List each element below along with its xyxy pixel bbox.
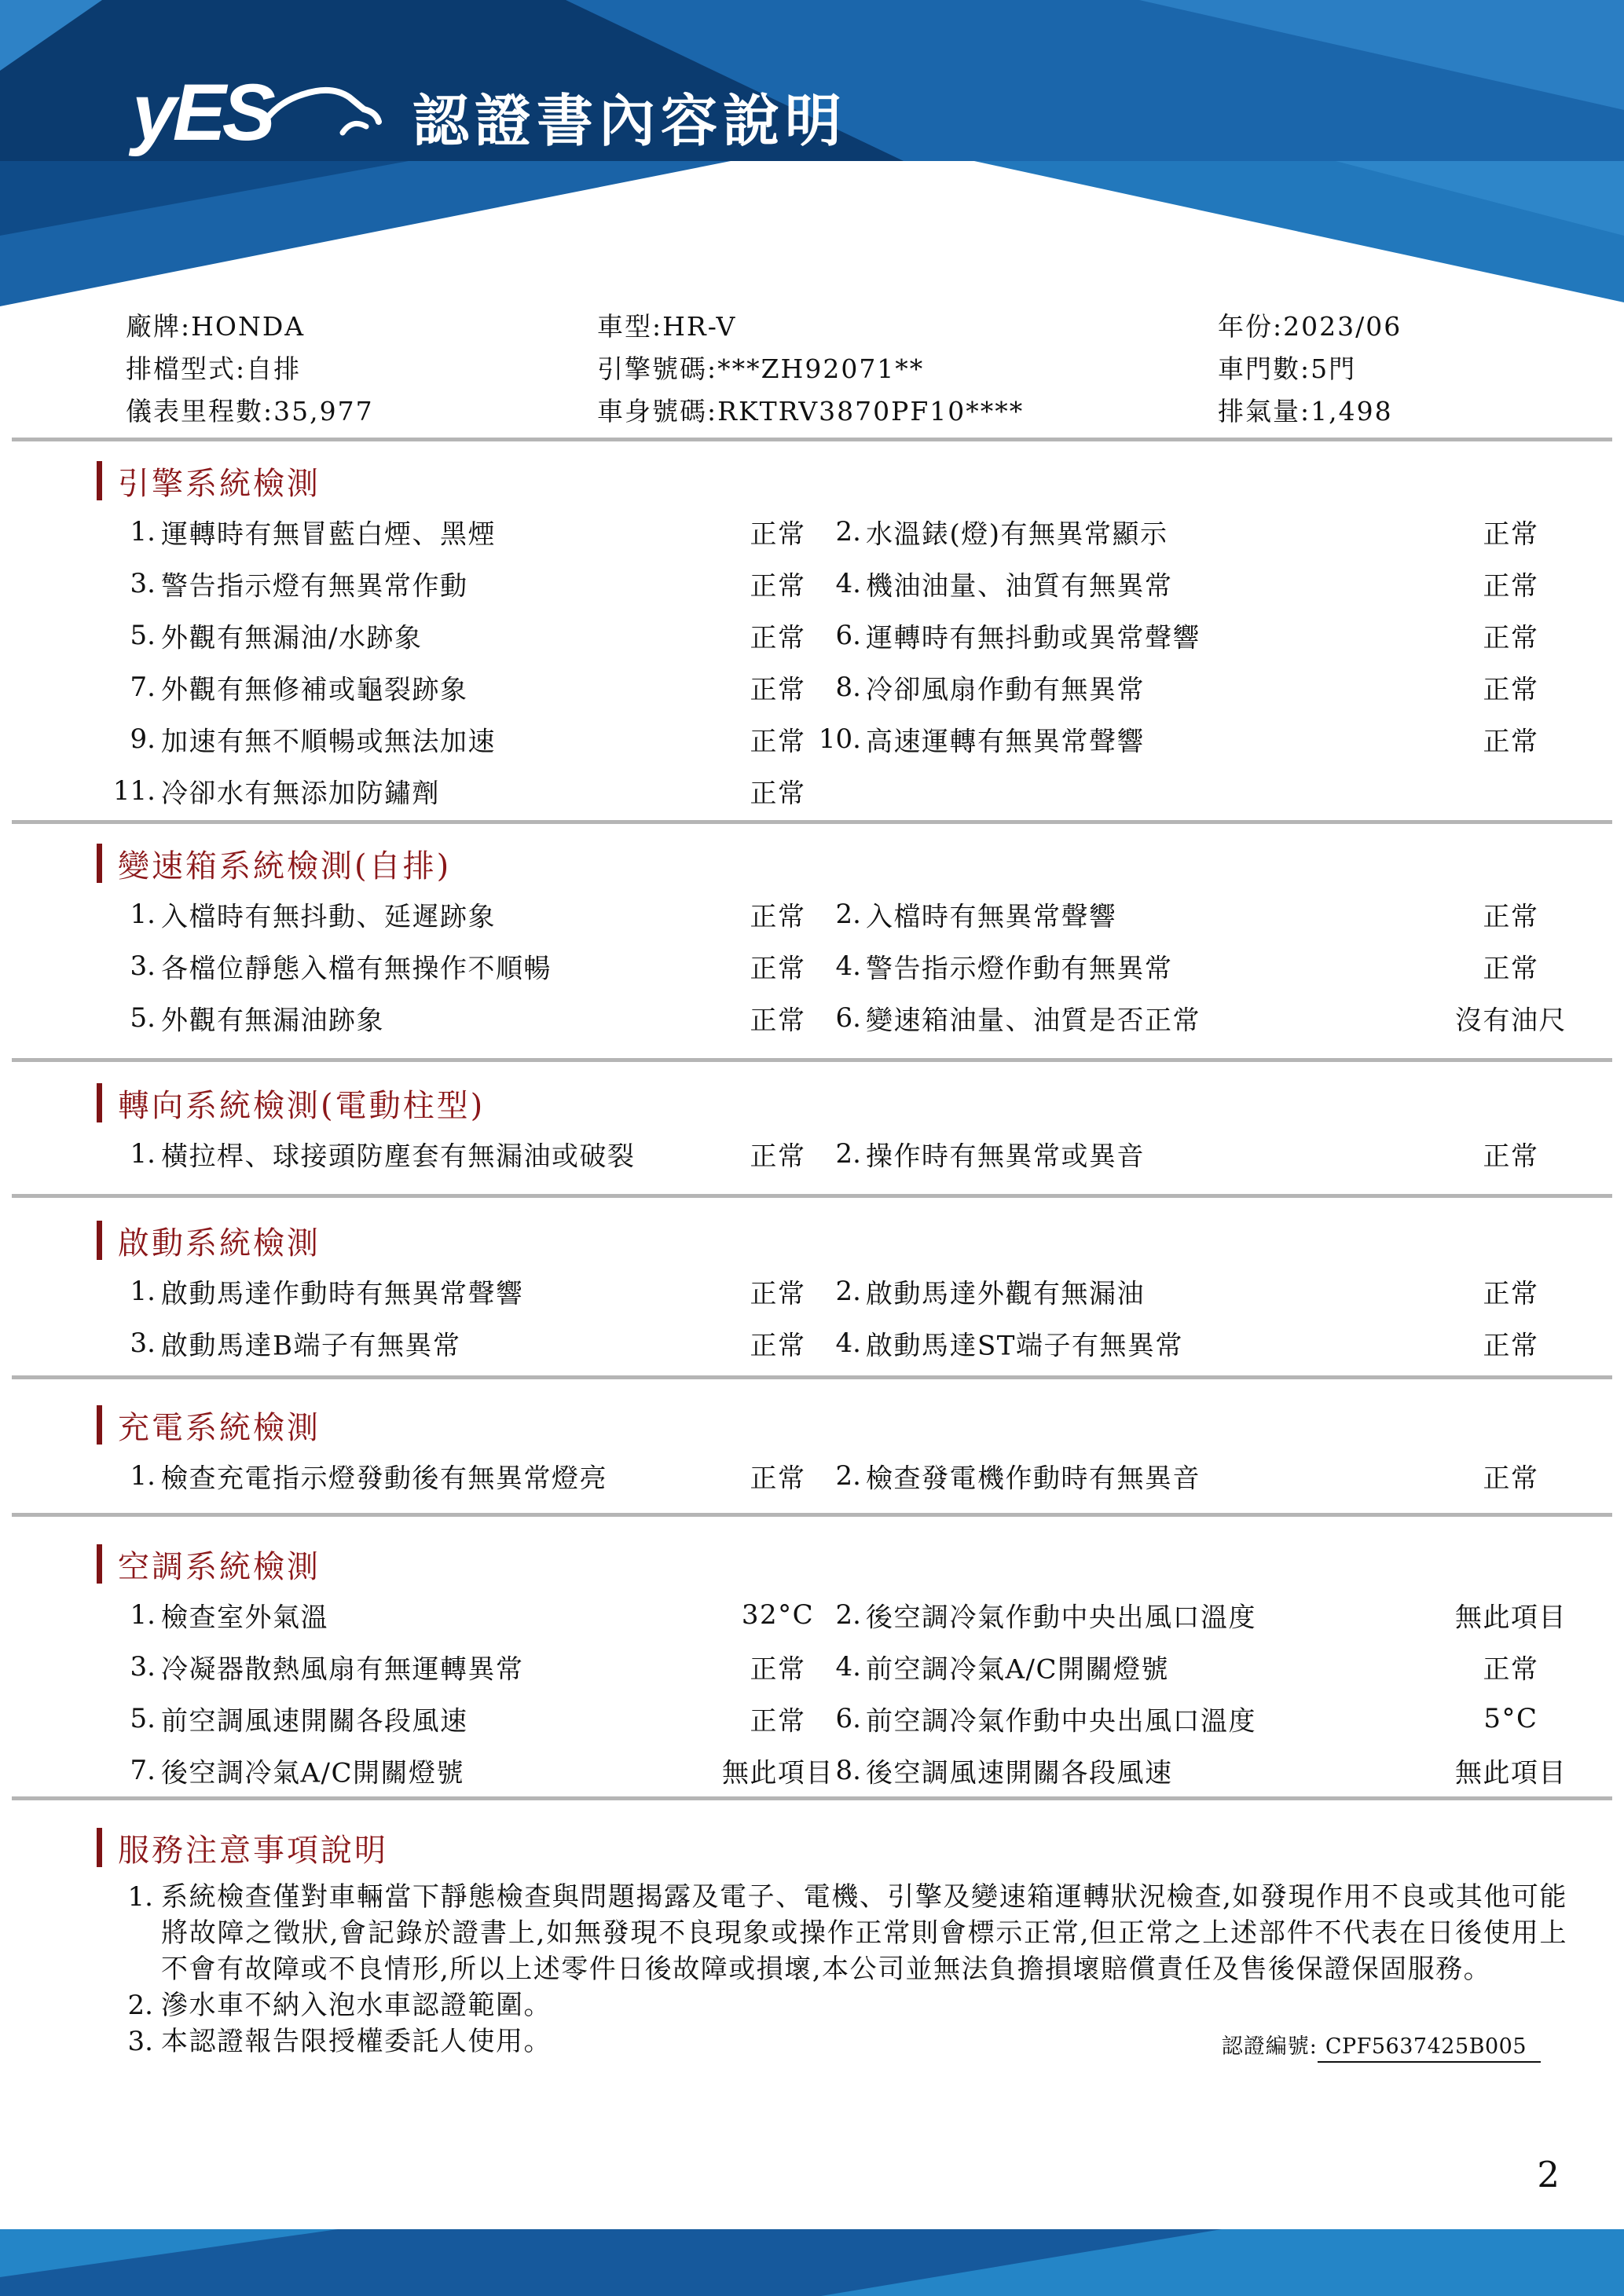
item-number: 1. <box>130 1138 156 1170</box>
info-cell: 排氣量:1,498 <box>1218 396 1393 427</box>
inspection-item <box>817 1450 1612 1502</box>
item-result: 5°C <box>1483 1703 1538 1734</box>
heading-bar <box>97 1221 102 1260</box>
item-result: 正常 <box>750 901 806 933</box>
inspection-item <box>817 940 1612 992</box>
item-number: 2. <box>835 1599 861 1631</box>
inspection-section <box>12 1082 1612 1198</box>
item-label: 橫拉桿、球接頭防塵套有無漏油或破裂 <box>161 1141 636 1173</box>
info-cell: 引擎號碼:***ZH92071** <box>597 353 925 384</box>
info-cell: 廠牌:HONDA <box>126 311 306 342</box>
inspection-item <box>12 558 817 610</box>
item-label: 前空調風速開關各段風速 <box>161 1705 468 1738</box>
note-number: 2. <box>127 1990 153 2021</box>
section-items <box>12 1589 1612 1796</box>
item-label: 後空調冷氣A/C開關燈號 <box>161 1757 465 1789</box>
item-result: 正常 <box>750 570 806 602</box>
inspection-item <box>817 506 1612 558</box>
item-number: 6. <box>835 1002 861 1034</box>
item-number: 2. <box>835 1460 861 1492</box>
heading-bar <box>97 1083 102 1122</box>
separator <box>12 820 1612 824</box>
item-result: 正常 <box>750 1141 806 1173</box>
item-number: 3. <box>130 1327 156 1359</box>
item-number: 5. <box>130 620 156 651</box>
inspection-section <box>12 843 1612 1062</box>
inspection-item <box>12 1317 817 1369</box>
item-label: 操作時有無異常或異音 <box>866 1141 1145 1173</box>
item-number: 6. <box>835 1703 861 1734</box>
section-items <box>12 1128 1612 1180</box>
note-number: 3. <box>127 2026 153 2057</box>
item-label: 冷卻水有無添加防鏽劑 <box>161 778 440 810</box>
info-cell: 排檔型式:自排 <box>126 353 302 384</box>
vehicle-info <box>12 310 1612 428</box>
item-number: 10. <box>818 723 861 755</box>
item-label: 水溫錶(燈)有無異常顯示 <box>866 518 1168 551</box>
inspection-item <box>817 1317 1612 1369</box>
info-cell: 年份:2023/06 <box>1218 311 1402 342</box>
item-label: 後空調風速開關各段風速 <box>866 1757 1173 1789</box>
inspection-item <box>817 661 1612 713</box>
item-number: 4. <box>835 568 861 599</box>
inspection-item <box>12 992 817 1044</box>
notes-heading <box>97 1827 1612 1868</box>
item-label: 運轉時有無冒藍白煙、黑煙 <box>161 518 496 551</box>
item-result: 正常 <box>750 518 806 551</box>
section-heading <box>97 1543 1612 1584</box>
item-label: 外觀有無漏油/水跡象 <box>161 622 423 654</box>
note-item <box>12 1987 1612 2023</box>
item-result: 正常 <box>1483 1330 1539 1362</box>
section-items <box>12 506 1612 817</box>
note-text: 滲水車不納入泡水車認證範圍。 <box>161 1990 552 2021</box>
note-item <box>12 1879 1612 1987</box>
note-text: 本認證報告限授權委託人使用。 <box>161 2026 552 2057</box>
inspection-item <box>12 1450 817 1502</box>
inspection-item <box>817 1693 1612 1745</box>
item-label: 高速運轉有無異常聲響 <box>866 726 1145 758</box>
section-items <box>12 1450 1612 1502</box>
heading-bar <box>97 1828 102 1867</box>
inspection-item <box>817 888 1612 940</box>
item-number: 2. <box>835 1138 861 1170</box>
notes-section <box>12 1827 1612 2060</box>
certificate-number <box>1222 2029 1541 2060</box>
item-label: 啟動馬達B端子有無異常 <box>161 1330 461 1362</box>
item-result: 正常 <box>1483 518 1539 551</box>
item-label: 前空調冷氣作動中央出風口溫度 <box>866 1705 1256 1738</box>
item-label: 冷卻風扇作動有無異常 <box>866 674 1145 706</box>
separator <box>12 1194 1612 1198</box>
inspection-item <box>817 1589 1612 1641</box>
item-result: 正常 <box>1483 901 1539 933</box>
item-label: 前空調冷氣A/C開關燈號 <box>866 1653 1170 1686</box>
item-label: 變速箱油量、油質是否正常 <box>866 1005 1201 1037</box>
section-heading <box>97 1404 1612 1445</box>
section-title: 空調系統檢測 <box>118 1548 321 1585</box>
item-result: 正常 <box>750 778 806 810</box>
section-items <box>12 1265 1612 1369</box>
item-number: 7. <box>130 1755 156 1786</box>
item-label: 檢查充電指示燈發動後有無異常燈亮 <box>161 1463 607 1495</box>
section-title: 啟動系統檢測 <box>118 1225 321 1262</box>
item-number: 1. <box>130 1599 156 1631</box>
note-number: 1. <box>127 1881 153 1913</box>
item-result: 正常 <box>750 1705 806 1738</box>
item-result: 正常 <box>750 726 806 758</box>
page-title: 認證書內容說明 <box>412 90 848 153</box>
inspection-item <box>817 992 1612 1044</box>
item-result: 正常 <box>750 1653 806 1686</box>
inspection-item <box>12 1745 834 1796</box>
section-heading <box>97 1082 1612 1123</box>
item-result: 正常 <box>1483 726 1539 758</box>
item-number: 1. <box>130 1460 156 1492</box>
separator <box>12 1375 1612 1379</box>
item-number: 8. <box>835 1755 861 1786</box>
item-number: 3. <box>130 950 156 982</box>
item-label: 入檔時有無抖動、延遲跡象 <box>161 901 496 933</box>
certificate-label: 認證編號: <box>1221 2034 1318 2059</box>
section-title: 引擎系統檢測 <box>118 465 321 502</box>
section-heading <box>97 1220 1612 1261</box>
item-result: 正常 <box>750 674 806 706</box>
heading-bar <box>97 461 102 500</box>
inspection-section <box>12 1220 1612 1379</box>
item-result: 正常 <box>1483 1463 1539 1495</box>
inspection-item <box>817 1745 1612 1796</box>
item-number: 1. <box>130 516 156 547</box>
item-label: 啟動馬達作動時有無異常聲響 <box>161 1278 524 1310</box>
item-label: 各檔位靜態入檔有無操作不順暢 <box>161 953 552 985</box>
item-number: 7. <box>130 672 156 703</box>
item-number: 2. <box>835 1276 861 1307</box>
inspection-section <box>12 1404 1612 1517</box>
inspection-item <box>12 713 817 765</box>
item-label: 外觀有無漏油跡象 <box>161 1005 384 1037</box>
inspection-item <box>12 1265 817 1317</box>
section-title: 轉向系統檢測(電動柱型) <box>118 1087 486 1124</box>
inspection-item <box>12 1128 817 1180</box>
inspection-item <box>817 610 1612 661</box>
inspection-item <box>817 558 1612 610</box>
item-label: 啟動馬達ST端子有無異常 <box>866 1330 1183 1362</box>
section-title: 充電系統檢測 <box>118 1409 321 1446</box>
item-label: 外觀有無修補或龜裂跡象 <box>161 674 468 706</box>
inspection-item <box>817 713 1612 765</box>
inspection-item <box>12 765 817 817</box>
item-number: 8. <box>835 672 861 703</box>
page-number: 2 <box>1537 2154 1560 2195</box>
item-number: 4. <box>835 1327 861 1359</box>
item-result: 沒有油尺 <box>1455 1005 1567 1037</box>
item-result: 正常 <box>1483 570 1539 602</box>
item-number: 6. <box>835 620 861 651</box>
item-result: 無此項目 <box>1455 1757 1567 1789</box>
inspection-item <box>12 1641 817 1693</box>
separator <box>12 1058 1612 1062</box>
item-result: 正常 <box>1483 953 1539 985</box>
section-heading <box>97 843 1612 884</box>
heading-bar <box>97 844 102 883</box>
item-number: 5. <box>130 1002 156 1034</box>
item-result: 正常 <box>750 1005 806 1037</box>
item-label: 加速有無不順暢或無法加速 <box>161 726 496 758</box>
item-number: 1. <box>130 899 156 930</box>
item-result: 正常 <box>750 1463 806 1495</box>
separator <box>12 1796 1612 1800</box>
item-number: 2. <box>835 899 861 930</box>
notes-title: 服務注意事項說明 <box>118 1832 388 1869</box>
item-number: 3. <box>130 568 156 599</box>
yes-logo <box>132 68 387 157</box>
item-label: 入檔時有無異常聲響 <box>866 901 1117 933</box>
separator <box>12 438 1612 441</box>
item-label: 機油油量、油質有無異常 <box>866 570 1173 602</box>
item-result: 正常 <box>750 1278 806 1310</box>
item-label: 後空調冷氣作動中央出風口溫度 <box>866 1602 1256 1634</box>
inspection-item <box>12 661 817 713</box>
info-cell: 儀表里程數:35,977 <box>126 396 374 427</box>
item-result: 正常 <box>1483 674 1539 706</box>
content <box>12 310 1612 2060</box>
item-number: 9. <box>130 723 156 755</box>
item-label: 檢查室外氣溫 <box>161 1602 328 1634</box>
inspection-item <box>817 1641 1612 1693</box>
separator <box>12 1513 1612 1517</box>
item-label: 啟動馬達外觀有無漏油 <box>866 1278 1145 1310</box>
item-result: 正常 <box>1483 1653 1539 1686</box>
item-number: 4. <box>835 950 861 982</box>
certificate-value: CPF5637425B005 <box>1318 2034 1541 2063</box>
inspection-item <box>12 888 817 940</box>
item-result: 無此項目 <box>722 1757 834 1789</box>
inspection-item <box>12 506 817 558</box>
item-label: 檢查發電機作動時有無異音 <box>866 1463 1201 1495</box>
item-result: 正常 <box>750 1330 806 1362</box>
item-number: 1. <box>130 1276 156 1307</box>
info-cell: 車身號碼:RKTRV3870PF10**** <box>597 396 1025 427</box>
item-label: 運轉時有無抖動或異常聲響 <box>866 622 1201 654</box>
item-number: 5. <box>130 1703 156 1734</box>
heading-bar <box>97 1405 102 1445</box>
info-cell: 車門數:5門 <box>1218 353 1357 384</box>
item-result: 正常 <box>1483 1141 1539 1173</box>
item-result: 正常 <box>1483 622 1539 654</box>
inspection-section <box>12 1543 1612 1800</box>
yes-logo-text: yES <box>132 68 272 157</box>
item-result: 正常 <box>750 953 806 985</box>
item-label: 警告指示燈作動有無異常 <box>866 953 1173 985</box>
item-result: 正常 <box>750 622 806 654</box>
inspection-item <box>12 610 817 661</box>
car-icon <box>261 70 387 148</box>
inspection-item <box>817 1265 1612 1317</box>
item-number: 4. <box>835 1651 861 1683</box>
inspection-section <box>12 460 1612 824</box>
item-number: 2. <box>835 516 861 547</box>
item-label: 冷凝器散熱風扇有無運轉異常 <box>161 1653 524 1686</box>
item-label: 警告指示燈有無異常作動 <box>161 570 468 602</box>
item-result: 正常 <box>1483 1278 1539 1310</box>
header-banner <box>0 0 1624 314</box>
heading-bar <box>97 1544 102 1584</box>
section-heading <box>97 460 1612 501</box>
inspection-item <box>12 1693 817 1745</box>
inspection-item <box>12 940 817 992</box>
item-number: 3. <box>130 1651 156 1683</box>
section-title: 變速箱系統檢測(自排) <box>118 848 452 884</box>
inspection-sections <box>12 460 1612 1800</box>
info-cell: 車型:HR-V <box>597 311 737 342</box>
item-result: 32°C <box>741 1599 815 1631</box>
item-number: 11. <box>112 775 156 807</box>
inspection-item <box>817 1128 1612 1180</box>
item-result: 無此項目 <box>1455 1602 1567 1634</box>
section-items <box>12 888 1612 1044</box>
note-text: 系統檢查僅對車輛當下靜態檢查與問題揭露及電子、電機、引擎及變速箱運轉狀況檢查,如發現作用不良或其他可能將故障之徵狀,會記錄於證書上,如無發現不良現象或操作正常則會標示正常,但正常之上述部件不代表在日後使用上不會有故障或不良情形,所以上述零件日後故障或損壞,本公司並無法負擔損壞賠償責任及售後保證保固服務。 <box>161 1881 1567 1985</box>
inspection-item <box>12 1589 817 1641</box>
